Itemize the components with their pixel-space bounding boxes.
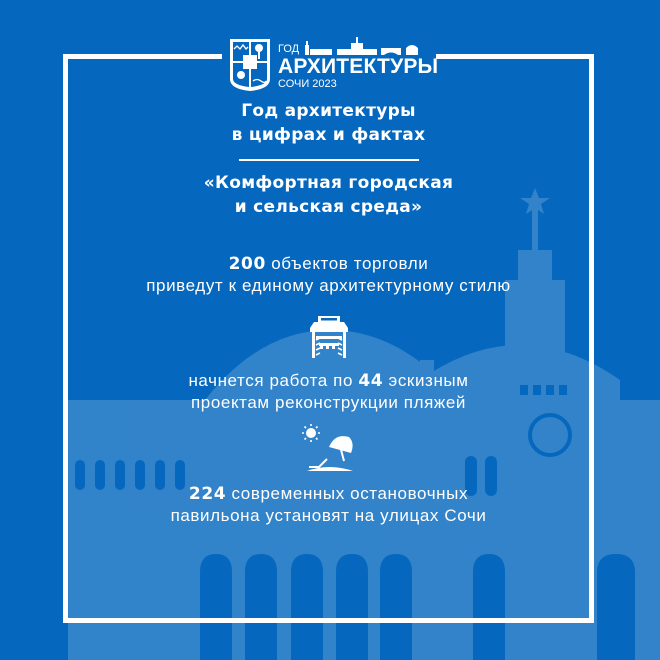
fact-text: эскизным <box>383 371 469 390</box>
page-title <box>68 99 589 147</box>
title-divider <box>239 159 419 161</box>
fact-text-line-2: проектам реконструкции пляжей <box>190 393 467 412</box>
title-line-2: в цифрах и фактах <box>231 125 426 145</box>
fact-text: современных остановочных <box>226 484 469 503</box>
kiosk-icon <box>306 314 352 360</box>
fact-text-line-2: павильона установят на улицах Сочи <box>170 506 487 525</box>
fact-number: 44 <box>358 371 384 391</box>
fact-beach-projects <box>68 370 589 413</box>
fact-text: объектов торговли <box>265 254 429 273</box>
fact-number: 200 <box>228 254 266 274</box>
logo-top-label: ГОД <box>278 42 300 55</box>
fact-text-line-2: приведут к единому архитектурному стилю <box>146 276 511 295</box>
logo-sub-label: СОЧИ 2023 <box>278 77 337 90</box>
logo-main-label: АРХИТЕКТУРЫ <box>278 54 439 78</box>
fact-text: начнется работа по <box>188 371 359 390</box>
beach-umbrella-sun-icon <box>299 423 359 475</box>
city-skyline-icon <box>303 37 421 55</box>
fact-number: 224 <box>188 484 227 504</box>
fact-trade-objects <box>68 253 589 296</box>
page-subtitle <box>68 171 589 219</box>
fact-bus-stops <box>68 483 589 526</box>
subtitle-line-1: «Комфортная городская <box>203 173 454 193</box>
title-line-1: Год архитектуры <box>241 101 416 121</box>
main-content <box>68 59 589 526</box>
subtitle-line-2: и сельская среда» <box>234 197 423 217</box>
